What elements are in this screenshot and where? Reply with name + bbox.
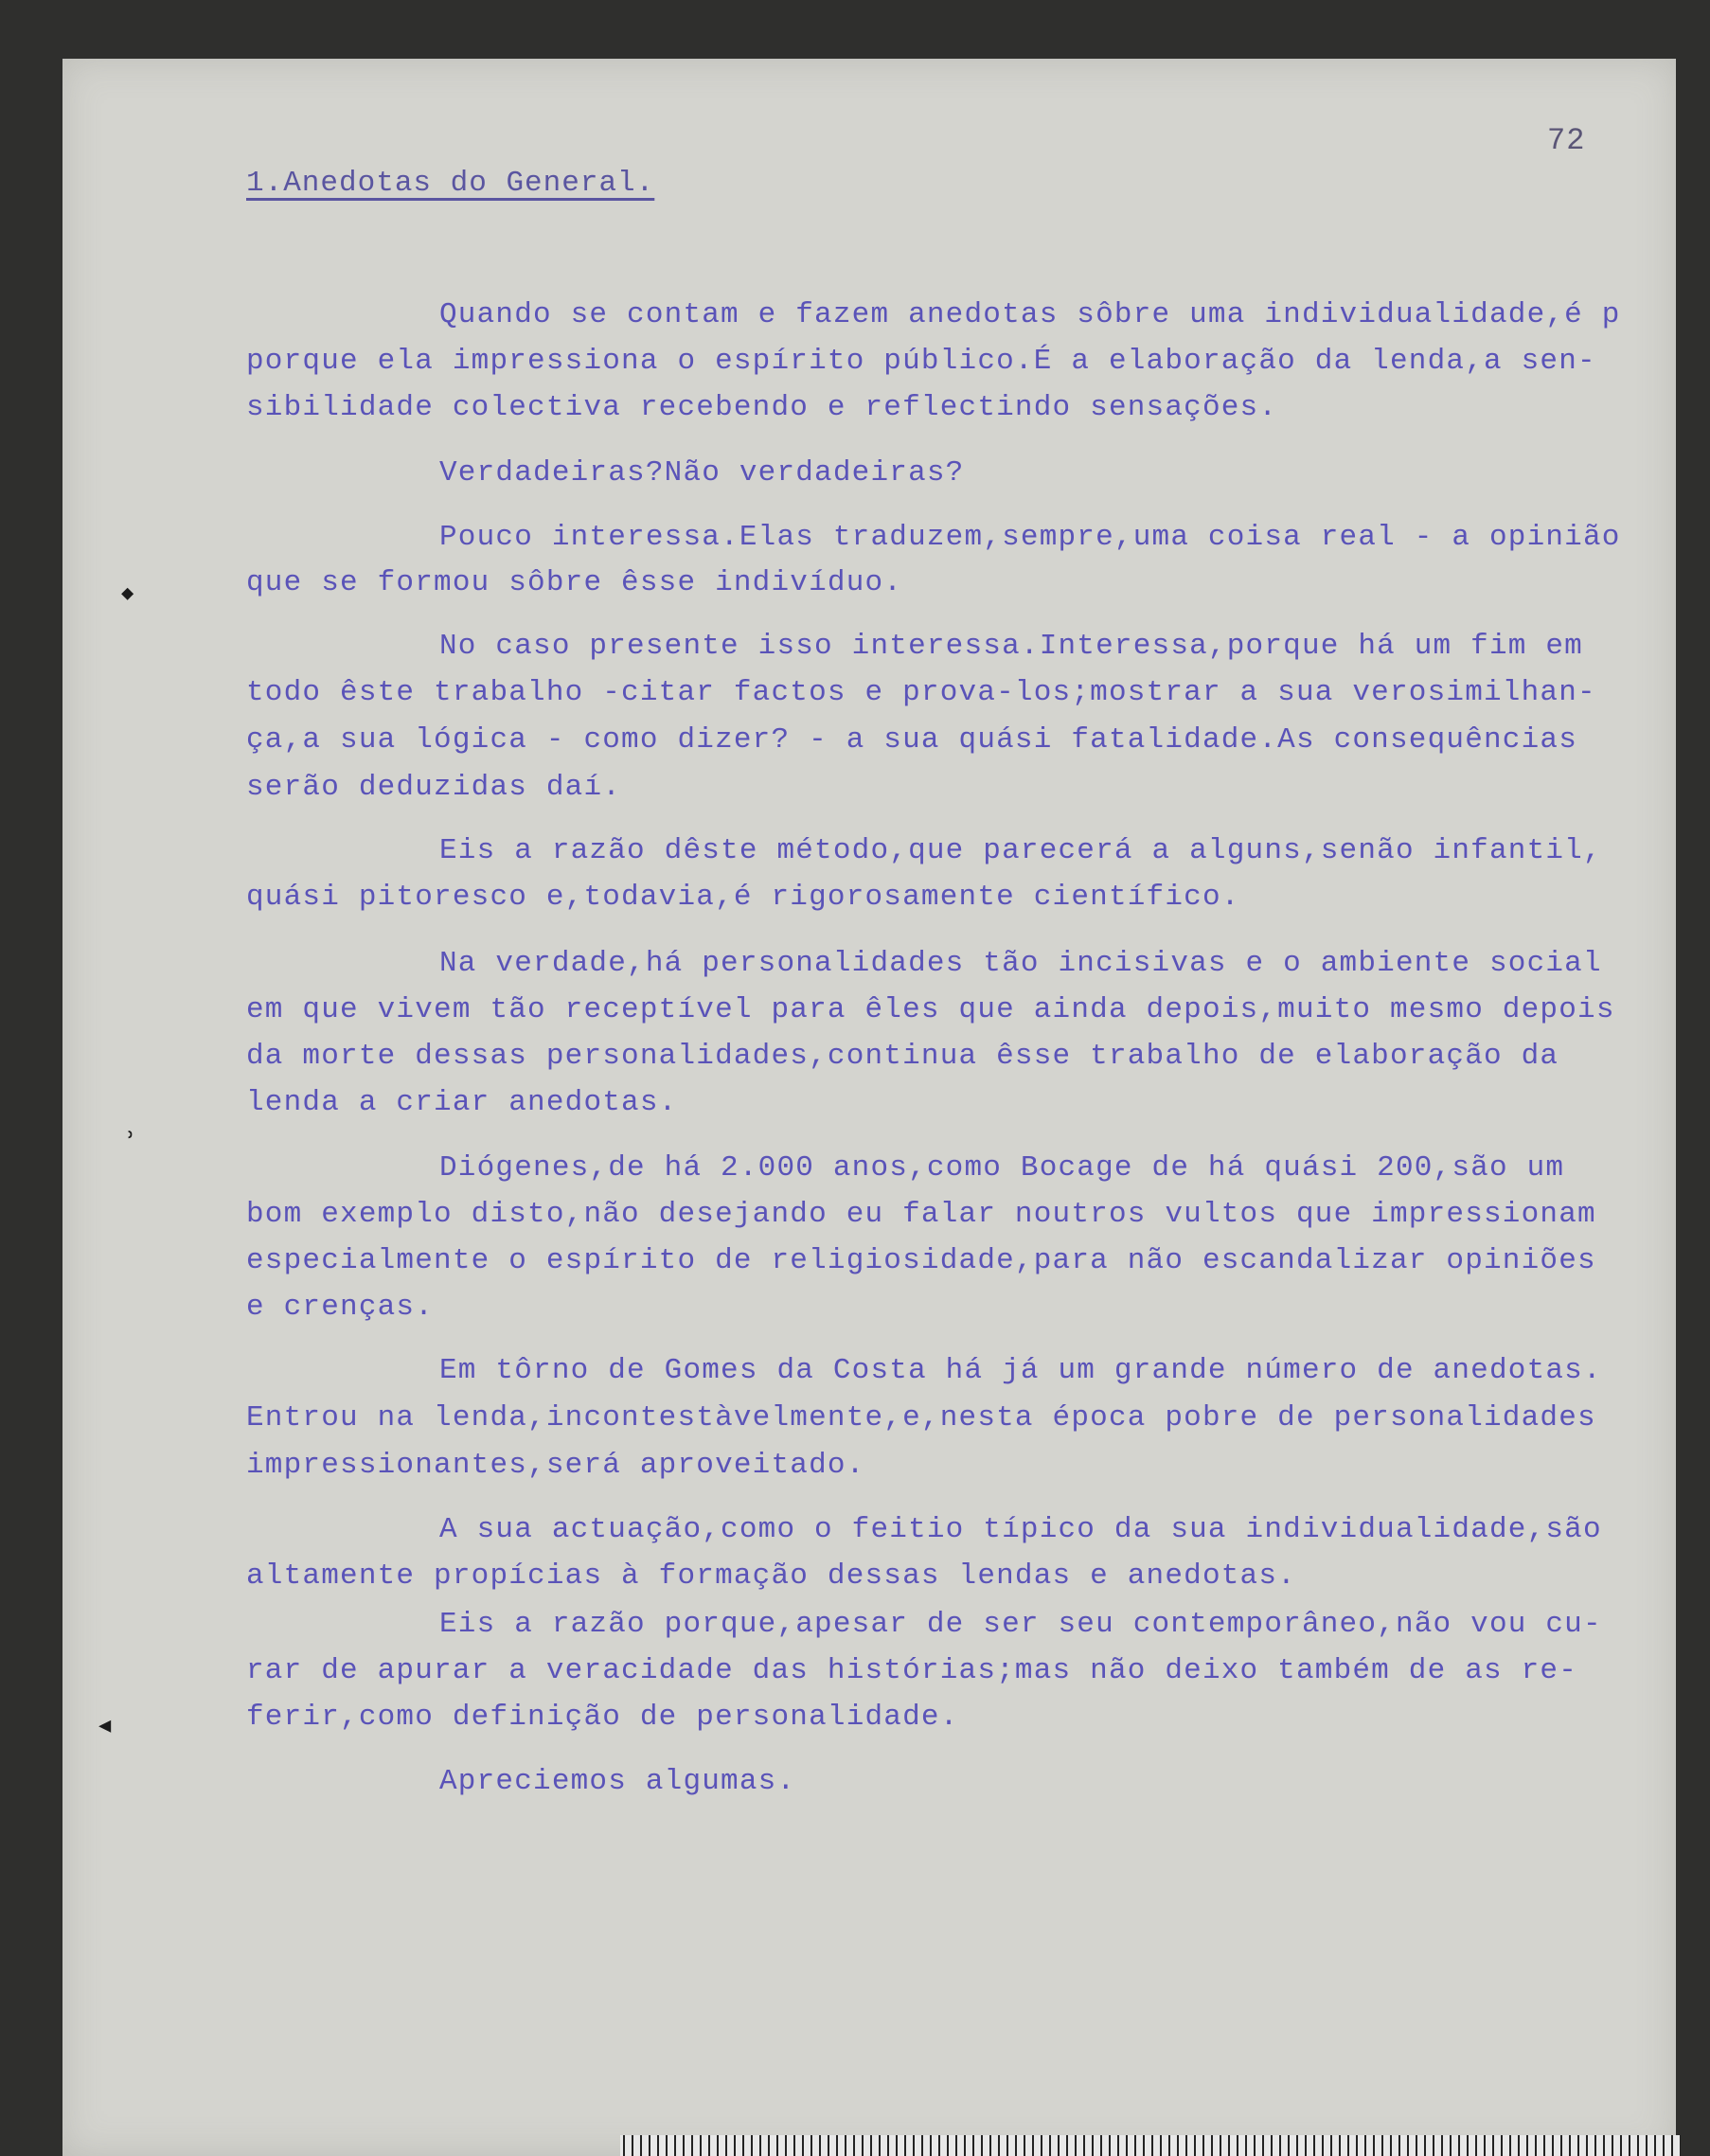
text-line: porque ela impressiona o espírito público.É a elaboração da lenda,a sen- xyxy=(246,345,1596,378)
text-line: impressionantes,será aproveitado. xyxy=(246,1449,865,1482)
text-line: Pouco interessa.Elas traduzem,sempre,uma coisa real - a opinião xyxy=(439,521,1621,554)
text-line: sibilidade colectiva recebendo e reflectindo sensações. xyxy=(246,391,1278,424)
text-line: Entrou na lenda,incontestàvelmente,e,nesta época pobre de personalidades xyxy=(246,1401,1596,1434)
text-line: ferir,como definição de personalidade. xyxy=(246,1701,959,1734)
text-line: da morte dessas personalidades,continua êsse trabalho de elaboração da xyxy=(246,1040,1559,1073)
text-line: Na verdade,há personalidades tão incisivas e o ambiente social xyxy=(439,947,1602,980)
text-line: bom exemplo disto,não desejando eu falar noutros vultos que impressionam xyxy=(246,1198,1596,1231)
text-line: que se formou sôbre êsse indivíduo. xyxy=(246,566,903,599)
text-line: Apreciemos algumas. xyxy=(439,1765,796,1798)
text-line: Eis a razão porque,apesar de ser seu contemporâneo,não vou cu- xyxy=(439,1608,1602,1641)
scale-bar xyxy=(620,2135,1681,2156)
text-line: em que vivem tão receptível para êles que ainda depois,muito mesmo depois xyxy=(246,993,1615,1026)
text-line: No caso presente isso interessa.Interessa,porque há um fim em xyxy=(439,630,1583,663)
text-line: todo êste trabalho -citar factos e prova-los;mostrar a sua verosimilhan- xyxy=(246,676,1596,709)
text-line: altamente propícias à formação dessas lendas e anedotas. xyxy=(246,1559,1296,1593)
text-line: Verdadeiras?Não verdadeiras? xyxy=(439,456,965,490)
text-line: rar de apurar a veracidade das histórias;mas não deixo também de as re- xyxy=(246,1654,1578,1687)
section-title: 1.Anedotas do General. xyxy=(246,167,655,200)
text-line: quási pitoresco e,todavia,é rigorosamente científico. xyxy=(246,881,1240,914)
margin-mark-icon: ◆ xyxy=(121,582,134,606)
text-line: Diógenes,de há 2.000 anos,como Bocage de há quási 200,são um xyxy=(439,1151,1565,1185)
text-line: Em tôrno de Gomes da Costa há já um grande número de anedotas. xyxy=(439,1354,1602,1387)
text-line: serão deduzidas daí. xyxy=(246,771,622,804)
text-line: especialmente o espírito de religiosidade,para não escandalizar opiniões xyxy=(246,1244,1596,1277)
text-line: Quando se contam e fazem anedotas sôbre uma individualidade,é p xyxy=(439,298,1621,331)
margin-mark-icon: ◀ xyxy=(98,1715,112,1738)
text-line: Eis a razão dêste método,que parecerá a alguns,senão infantil, xyxy=(439,834,1602,867)
text-line: e crenças. xyxy=(246,1291,435,1324)
margin-mark-icon: ᠈ xyxy=(127,1126,134,1149)
page-number: 72 xyxy=(1547,123,1586,158)
text-line: lenda a criar anedotas. xyxy=(246,1086,678,1119)
text-line: A sua actuação,como o feitio típico da sua individualidade,são xyxy=(439,1513,1602,1546)
text-line: ça,a sua lógica - como dizer? - a sua quási fatalidade.As consequências xyxy=(246,723,1578,757)
